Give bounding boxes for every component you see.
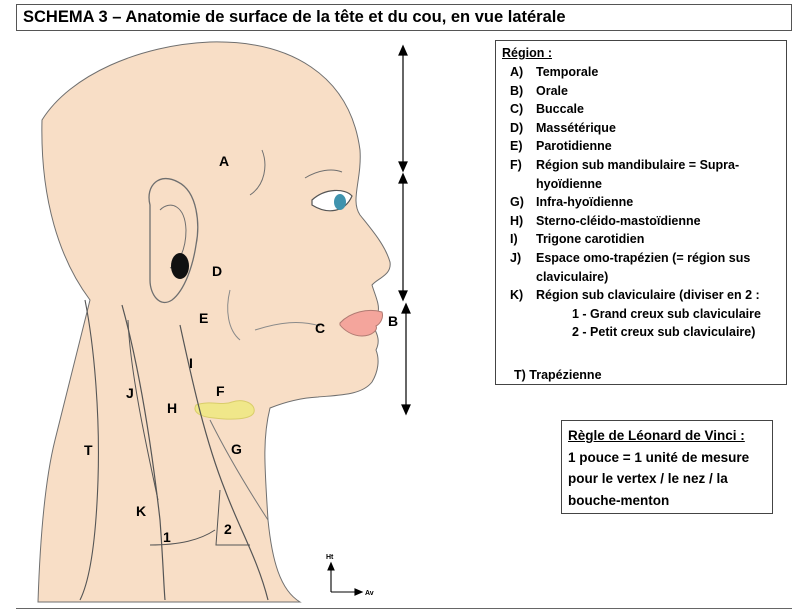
axis-up-label: Ht bbox=[326, 554, 334, 561]
legend-item: G) Infra-hyoïdienne bbox=[510, 195, 634, 210]
page-title: SCHEMA 3 – Anatomie de surface de la tête et du cou, en vue latérale bbox=[23, 8, 566, 26]
legend-item: J) Espace omo-trapézien (= région sus claviculaire) bbox=[510, 250, 751, 284]
legend-item: I) Trigone carotidien bbox=[510, 232, 645, 247]
legend-item: C) Buccale bbox=[510, 102, 584, 117]
label-A: A bbox=[219, 153, 230, 169]
label-F: F bbox=[216, 383, 225, 399]
label-1: 1 bbox=[163, 529, 171, 545]
legend-item: K) Région sub claviculaire (diviser en 2 : bbox=[510, 288, 760, 303]
proportion-arrows bbox=[399, 46, 410, 414]
legend-item: B) Orale bbox=[510, 83, 568, 98]
legend-subitem: 1 - Grand creux sub claviculaire bbox=[572, 306, 761, 321]
axis-forward-label: Av bbox=[365, 590, 374, 597]
head-neck-silhouette bbox=[38, 42, 390, 602]
rule-title: Règle de Léonard de Vinci : bbox=[568, 428, 745, 443]
label-H: H bbox=[167, 400, 178, 416]
label-I: I bbox=[189, 355, 193, 371]
iris bbox=[334, 194, 346, 210]
label-2: 2 bbox=[224, 521, 232, 537]
orientation-axes bbox=[328, 563, 362, 595]
submandibular-gland bbox=[195, 401, 254, 419]
label-T: T bbox=[84, 442, 93, 458]
ear-canal bbox=[171, 253, 189, 279]
bottom-divider bbox=[16, 608, 792, 609]
label-J: J bbox=[126, 385, 134, 401]
legend-item: A) Temporale bbox=[510, 65, 599, 79]
legend-subitem: 2 - Petit creux sub claviculaire) bbox=[572, 325, 756, 340]
legend-item: H) Sterno-cléido-mastoïdienne bbox=[510, 213, 701, 228]
label-C: C bbox=[315, 320, 326, 336]
region-legend bbox=[495, 40, 787, 385]
label-E: E bbox=[199, 310, 209, 326]
legend-trapezius: T) Trapézienne bbox=[514, 368, 602, 382]
rule-body: 1 pouce = 1 unité de mesure pour le vertex / le nez / la bouche-menton bbox=[568, 449, 750, 508]
legend-heading: Région : bbox=[502, 46, 552, 60]
da-vinci-rule-box bbox=[561, 420, 773, 514]
label-G: G bbox=[231, 441, 242, 457]
label-B: B bbox=[388, 313, 399, 329]
label-D: D bbox=[212, 263, 223, 279]
legend-item: F) Région sub mandibulaire = Supra-hyoïdienne bbox=[510, 157, 740, 191]
legend-item: E) Parotidienne bbox=[510, 139, 612, 154]
legend-list bbox=[510, 63, 782, 342]
label-K: K bbox=[136, 503, 147, 519]
legend-item: D) Massétérique bbox=[510, 120, 616, 135]
